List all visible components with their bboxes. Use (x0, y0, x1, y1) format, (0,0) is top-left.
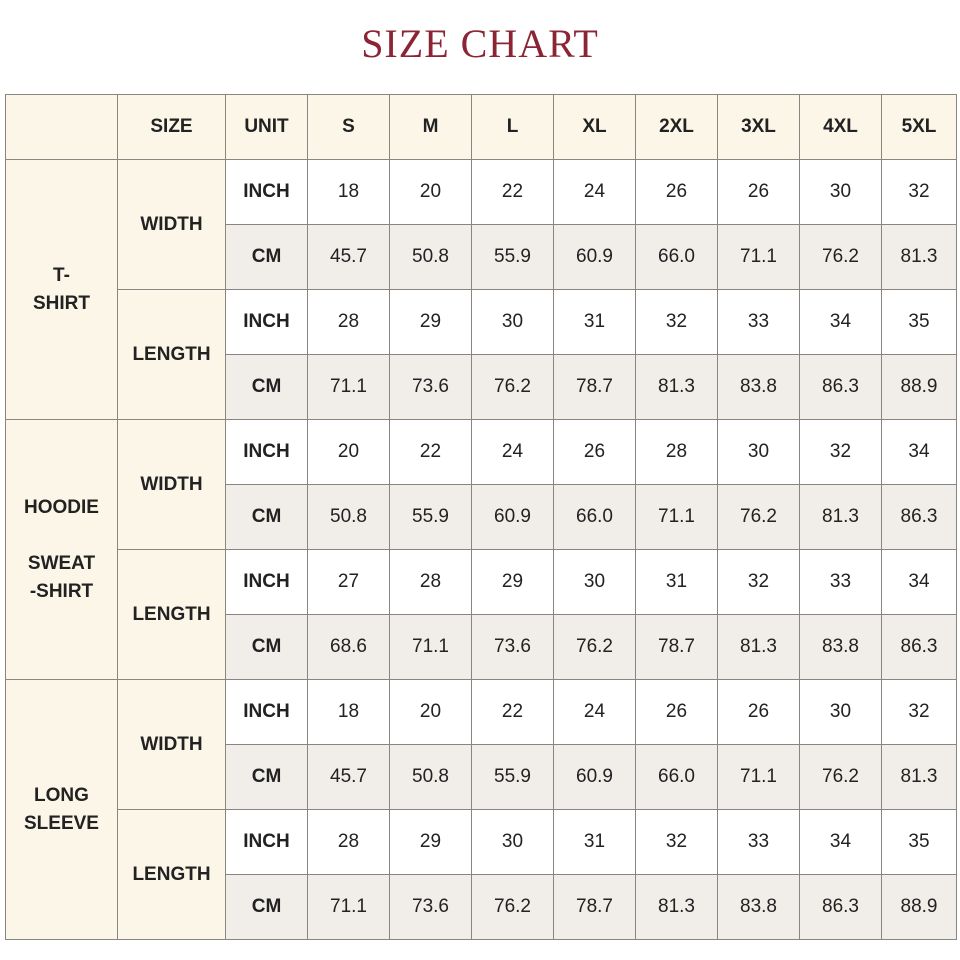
header-unit-label: UNIT (226, 95, 308, 160)
measure-length: LENGTH (118, 550, 226, 680)
header-size-xl: XL (554, 95, 636, 160)
header-blank-cell (6, 95, 118, 160)
value-cell-4xl: 81.3 (800, 485, 882, 550)
value-cell-4xl: 30 (800, 680, 882, 745)
value-cell-3xl: 81.3 (718, 615, 800, 680)
unit-cm: CM (226, 745, 308, 810)
value-cell-2xl: 26 (636, 680, 718, 745)
value-cell-l: 29 (472, 550, 554, 615)
header-row (6, 95, 957, 160)
unit-inch: INCH (226, 810, 308, 875)
value-cell-m: 20 (390, 680, 472, 745)
value-cell-4xl: 76.2 (800, 745, 882, 810)
value-cell-m: 50.8 (390, 225, 472, 290)
category-name-line: SWEAT (27, 552, 96, 574)
value-cell-m: 20 (390, 160, 472, 225)
value-cell-3xl: 83.8 (718, 875, 800, 940)
value-cell-xl: 24 (554, 680, 636, 745)
unit-inch: INCH (226, 680, 308, 745)
value-cell-4xl: 33 (800, 550, 882, 615)
unit-cm: CM (226, 355, 308, 420)
value-cell-l: 60.9 (472, 485, 554, 550)
value-cell-l: 76.2 (472, 355, 554, 420)
value-cell-s: 71.1 (308, 355, 390, 420)
unit-cm: CM (226, 485, 308, 550)
size-chart-body (6, 95, 957, 940)
category-hoodie-sweatshirt (6, 420, 118, 680)
value-cell-2xl: 81.3 (636, 875, 718, 940)
category-name-line: SHIRT (33, 292, 90, 314)
value-cell-3xl: 26 (718, 680, 800, 745)
category-name-line: HOODIE (24, 496, 99, 518)
table-row (6, 810, 957, 875)
unit-inch: INCH (226, 420, 308, 485)
value-cell-m: 28 (390, 550, 472, 615)
size-chart-table (5, 94, 957, 940)
value-cell-s: 45.7 (308, 225, 390, 290)
value-cell-4xl: 83.8 (800, 615, 882, 680)
value-cell-s: 68.6 (308, 615, 390, 680)
value-cell-5xl: 88.9 (882, 355, 957, 420)
value-cell-4xl: 34 (800, 290, 882, 355)
category-name-line: LONG (34, 784, 89, 806)
value-cell-s: 45.7 (308, 745, 390, 810)
measure-length: LENGTH (118, 290, 226, 420)
value-cell-3xl: 33 (718, 810, 800, 875)
value-cell-2xl: 66.0 (636, 225, 718, 290)
unit-inch: INCH (226, 550, 308, 615)
value-cell-5xl: 35 (882, 290, 957, 355)
value-cell-xl: 30 (554, 550, 636, 615)
value-cell-m: 50.8 (390, 745, 472, 810)
value-cell-xl: 26 (554, 420, 636, 485)
table-row (6, 290, 957, 355)
value-cell-5xl: 34 (882, 550, 957, 615)
measure-width: WIDTH (118, 420, 226, 550)
unit-cm: CM (226, 875, 308, 940)
value-cell-l: 22 (472, 680, 554, 745)
measure-width: WIDTH (118, 160, 226, 290)
value-cell-l: 76.2 (472, 875, 554, 940)
value-cell-3xl: 83.8 (718, 355, 800, 420)
value-cell-xl: 66.0 (554, 485, 636, 550)
value-cell-5xl: 32 (882, 160, 957, 225)
value-cell-s: 28 (308, 290, 390, 355)
value-cell-5xl: 81.3 (882, 745, 957, 810)
value-cell-xl: 78.7 (554, 355, 636, 420)
value-cell-s: 71.1 (308, 875, 390, 940)
category-long-sleeve (6, 680, 118, 940)
value-cell-5xl: 32 (882, 680, 957, 745)
value-cell-2xl: 31 (636, 550, 718, 615)
value-cell-4xl: 76.2 (800, 225, 882, 290)
value-cell-l: 55.9 (472, 745, 554, 810)
table-row (6, 160, 957, 225)
header-size-l: L (472, 95, 554, 160)
value-cell-s: 50.8 (308, 485, 390, 550)
value-cell-4xl: 32 (800, 420, 882, 485)
value-cell-m: 73.6 (390, 355, 472, 420)
value-cell-l: 73.6 (472, 615, 554, 680)
value-cell-3xl: 71.1 (718, 745, 800, 810)
value-cell-l: 55.9 (472, 225, 554, 290)
value-cell-4xl: 30 (800, 160, 882, 225)
value-cell-2xl: 81.3 (636, 355, 718, 420)
value-cell-s: 18 (308, 680, 390, 745)
value-cell-2xl: 78.7 (636, 615, 718, 680)
unit-cm: CM (226, 225, 308, 290)
category-name-line: T- (53, 264, 70, 286)
measure-length: LENGTH (118, 810, 226, 940)
value-cell-5xl: 34 (882, 420, 957, 485)
value-cell-m: 71.1 (390, 615, 472, 680)
table-row (6, 680, 957, 745)
value-cell-s: 18 (308, 160, 390, 225)
value-cell-s: 28 (308, 810, 390, 875)
category-name-line: SLEEVE (24, 812, 99, 834)
value-cell-s: 27 (308, 550, 390, 615)
header-size-label: SIZE (118, 95, 226, 160)
header-size-5xl: 5XL (882, 95, 957, 160)
header-size-3xl: 3XL (718, 95, 800, 160)
header-size-2xl: 2XL (636, 95, 718, 160)
value-cell-4xl: 34 (800, 810, 882, 875)
value-cell-xl: 31 (554, 290, 636, 355)
page-title: SIZE CHART (361, 21, 599, 66)
unit-inch: INCH (226, 290, 308, 355)
value-cell-m: 55.9 (390, 485, 472, 550)
value-cell-m: 29 (390, 810, 472, 875)
value-cell-m: 29 (390, 290, 472, 355)
value-cell-5xl: 35 (882, 810, 957, 875)
value-cell-2xl: 32 (636, 290, 718, 355)
measure-width: WIDTH (118, 680, 226, 810)
unit-inch: INCH (226, 160, 308, 225)
table-row (6, 550, 957, 615)
value-cell-xl: 31 (554, 810, 636, 875)
value-cell-m: 73.6 (390, 875, 472, 940)
value-cell-5xl: 81.3 (882, 225, 957, 290)
value-cell-2xl: 26 (636, 160, 718, 225)
value-cell-xl: 76.2 (554, 615, 636, 680)
value-cell-5xl: 86.3 (882, 485, 957, 550)
value-cell-xl: 60.9 (554, 745, 636, 810)
value-cell-3xl: 76.2 (718, 485, 800, 550)
value-cell-l: 24 (472, 420, 554, 485)
header-size-m: M (390, 95, 472, 160)
table-row (6, 420, 957, 485)
value-cell-m: 22 (390, 420, 472, 485)
unit-cm: CM (226, 615, 308, 680)
header-size-4xl: 4XL (800, 95, 882, 160)
header-size-s: S (308, 95, 390, 160)
value-cell-2xl: 28 (636, 420, 718, 485)
category-tshirt (6, 160, 118, 420)
value-cell-3xl: 33 (718, 290, 800, 355)
value-cell-l: 30 (472, 810, 554, 875)
value-cell-3xl: 71.1 (718, 225, 800, 290)
value-cell-2xl: 66.0 (636, 745, 718, 810)
value-cell-xl: 24 (554, 160, 636, 225)
value-cell-4xl: 86.3 (800, 355, 882, 420)
value-cell-4xl: 86.3 (800, 875, 882, 940)
value-cell-5xl: 86.3 (882, 615, 957, 680)
value-cell-2xl: 71.1 (636, 485, 718, 550)
value-cell-l: 30 (472, 290, 554, 355)
value-cell-xl: 60.9 (554, 225, 636, 290)
value-cell-2xl: 32 (636, 810, 718, 875)
value-cell-3xl: 26 (718, 160, 800, 225)
value-cell-3xl: 30 (718, 420, 800, 485)
category-name-line: -SHIRT (29, 580, 94, 602)
value-cell-3xl: 32 (718, 550, 800, 615)
category-name-line (6, 522, 117, 550)
value-cell-5xl: 88.9 (882, 875, 957, 940)
value-cell-s: 20 (308, 420, 390, 485)
value-cell-l: 22 (472, 160, 554, 225)
value-cell-xl: 78.7 (554, 875, 636, 940)
